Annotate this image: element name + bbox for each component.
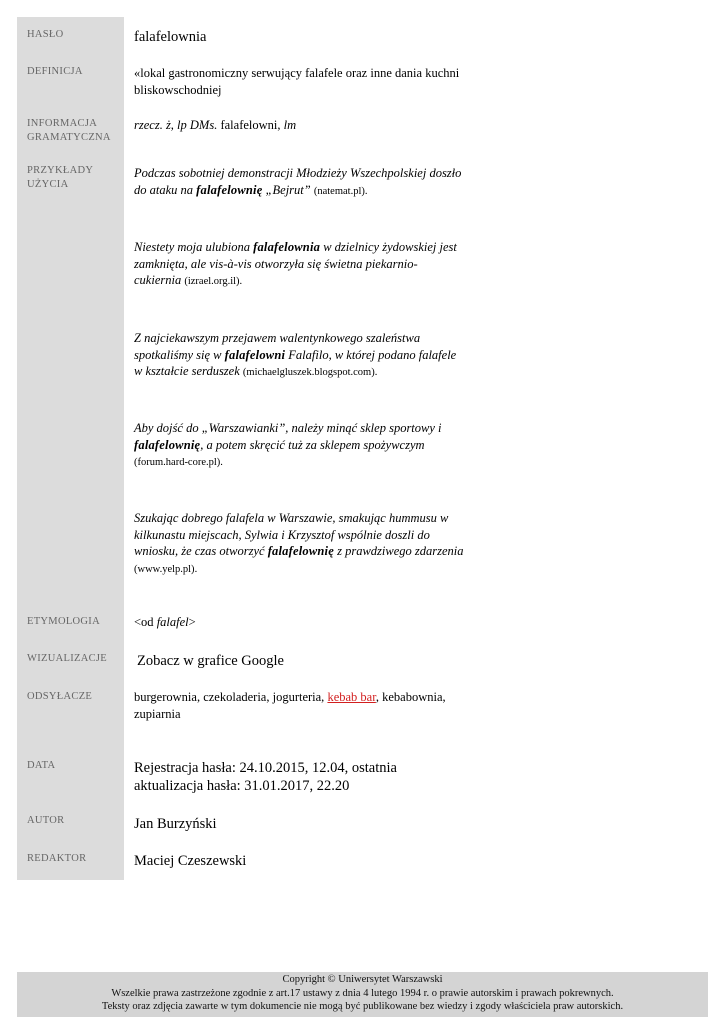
example-text: , a potem skręcić tuż za sklepem spożywczym [200, 437, 425, 452]
example-text: Z najciekawszym przejawem walentynkowego szaleństwa spotkaliśmy się w [134, 331, 421, 362]
grammar-italic-1: rzecz. ż, lp DMs. [134, 118, 218, 132]
label-definicja: DEFINICJA [27, 66, 83, 77]
google-images-link[interactable]: Zobacz w grafice Google [137, 653, 284, 669]
example-1: Podczas sobotniej demonstracji Młodzieży Wszechpolskiej doszło do ataku na falafelownię „Bejrut” (natemat.pl). [134, 166, 462, 197]
label-przyklady-uzycia [27, 164, 122, 192]
grammar-italic-2: lm [283, 118, 297, 132]
label-haslo: HASŁO [27, 29, 64, 40]
definition: «lokal gastronomiczny serwujący falafele oraz inne dania kuchni bliskowschodniej [134, 66, 460, 97]
example-source: (michaelgluszek.blogspot.com) [242, 367, 375, 378]
example-text: Podczas sobotniej demonstracji Młodzieży Wszechpolskiej doszło do ataku na [134, 166, 462, 197]
label-przyklady-line2: UŻYCIA [27, 179, 69, 190]
example-keyword: falafelownię [267, 544, 334, 558]
label-etymologia: ETYMOLOGIA [27, 616, 100, 627]
etymology-word: falafel [156, 615, 189, 629]
footer-line-1: Copyright © Uniwersytet Warszawski [282, 974, 443, 985]
kebab-bar-link[interactable]: kebab bar [327, 690, 376, 704]
label-informacja-line1: INFORMACJA [27, 118, 98, 129]
label-wizualizacje: WIZUALIZACJE [27, 653, 107, 664]
example-5: Szukając dobrego falafela w Warszawie, smakując hummusu w kilkunastu miejscach, Sylwia i Krzysztof wspólnie doszli do wniosku, że czas otworzyć falafelownię z prawdziwego zdarzenia (www.yelp.pl). [134, 511, 464, 575]
date-info: Rejestracja hasła: 24.10.2015, 12.04, ostatnia aktualizacja hasła: 31.01.2017, 22.20 [134, 760, 397, 794]
copyright-footer [17, 972, 708, 1017]
author-name: Jan Burzyński [134, 816, 217, 832]
example-keyword: falafelownię [196, 182, 263, 197]
example-text: Falafilo, w której podano falafele w kształcie serduszek [134, 347, 457, 378]
label-informacja-line2: GRAMATYCZNA [27, 132, 111, 143]
example-3: Z najciekawszym przejawem walentynkowego szaleństwa spotkaliśmy się w falafelowni Falafilo, w której podano falafele w kształcie serduszek (michaelgluszek.blogspot.com). [134, 331, 457, 378]
example-text: w dzielnicy żydowskiej jest zamknięta, ale vis-à-vis otworzyła się świetna piekarnio-cukiernia [134, 240, 457, 287]
etymology: <od falafel> [134, 615, 196, 629]
example-source: (natemat.pl) [313, 185, 365, 197]
label-redaktor: REDAKTOR [27, 853, 87, 864]
example-source: (www.yelp.pl) [134, 563, 195, 575]
cross-references: burgerownia, czekoladeria, jogurteria, kebab bar, kebabownia, zupiarnia [134, 690, 446, 721]
example-text: „Bejrut” [262, 182, 314, 197]
example-keyword: falafelownia [253, 240, 321, 254]
label-sidebar [17, 17, 124, 880]
example-source: (izrael.org.il) [184, 276, 240, 287]
editor-name: Maciej Czeszewski [134, 853, 247, 869]
example-text: Szukając dobrego falafela w Warszawie, smakując hummusu w kilkunastu miejscach, Sylwia i Krzysztof wspólnie doszli do wniosku, że czas otworzyć [134, 511, 449, 558]
footer-line-2: Wszelkie prawa zastrzeżone zgodnie z art.17 ustawy z dnia 4 lutego 1994 r. o prawie autorskim i prawach pokrewnych. [111, 987, 614, 999]
example-2: Niestety moja ulubiona falafelownia w dzielnicy żydowskiej jest zamknięta, ale vis-à-vis otworzyła się świetna piekarnio-cukiernia (izrael.org.il). [134, 240, 457, 287]
headword: falafelownia [134, 29, 207, 45]
grammar-plain: falafelowni, [217, 118, 284, 132]
label-data: DATA [27, 760, 56, 771]
label-autor: AUTOR [27, 815, 65, 826]
example-text: Aby dojść do „Warszawianki”, należy minąć sklep sportowy i [134, 421, 442, 435]
example-4: Aby dojść do „Warszawianki”, należy minąć sklep sportowy i falafelownię, a potem skręcić tuż za sklepem spożywczym (forum.hard-core.pl). [134, 421, 442, 468]
label-informacja-gramatyczna [27, 117, 122, 145]
label-odsylacze: ODSYŁACZE [27, 691, 93, 702]
example-source: (forum.hard-core.pl) [134, 457, 221, 468]
footer-line-3: Teksty oraz zdjęcia zawarte w tym dokumencie nie mogą być publikowane bez wiedzy i zgody właściciela praw autorskich. [101, 1001, 624, 1012]
grammar-info [134, 117, 464, 134]
example-text: z prawdziwego zdarzenia [333, 544, 464, 558]
example-keyword: falafelownię [134, 437, 201, 452]
example-text: Niestety moja ulubiona [134, 240, 254, 254]
example-keyword: falafelowni [224, 347, 286, 362]
label-przyklady-line1: PRZYKŁADY [27, 165, 94, 176]
